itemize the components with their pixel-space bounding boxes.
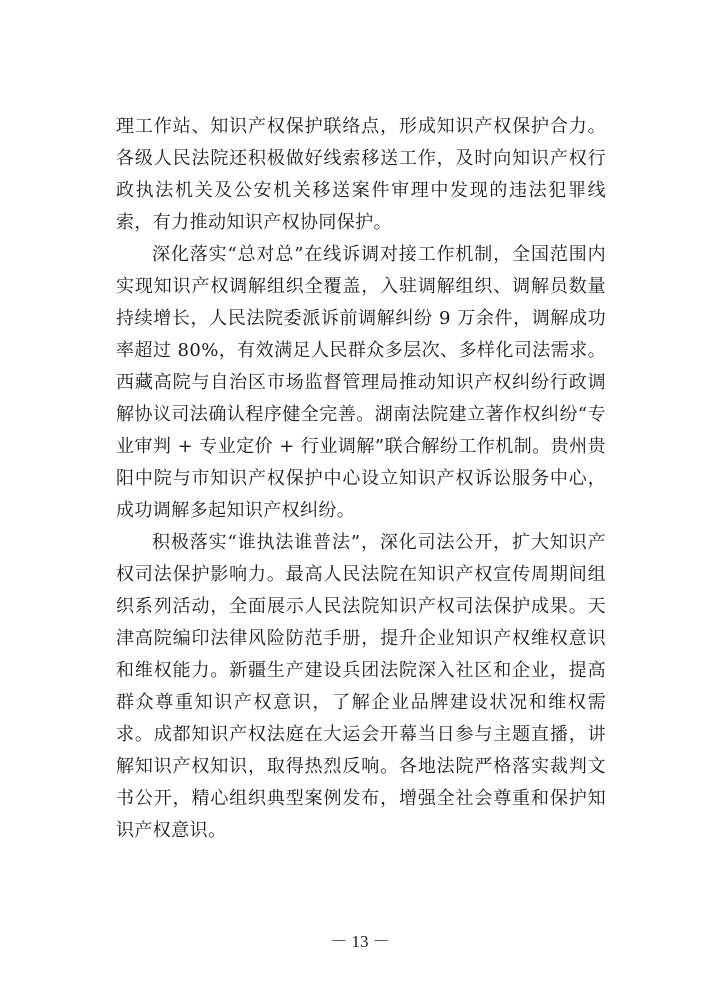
paragraph-1: 理工作站、知识产权保护联络点，形成知识产权保护合力。各级人民法院还积极做好线索移送工作，及时向知识产权行政执法机关及公安机关移送案件审理中发现的违法犯罪线索，有力推动知识产权协同保护。 — [116, 116, 606, 233]
paragraph-2: 深化落实“总对总”在线诉调对接工作机制，全国范围内实现知识产权调解组织全覆盖，入驻调解组织、调解员数量持续增长，人民法院委派诉前调解纠纷 9 万余件，调解成功率超过 80%，有效满足人民群众多层次、多样化司法需求。西藏高院与自治区市场监督管理局推动知识产权纠纷行政调解协议司法确认程序健全完善。湖南法院建立著作权纠纷“专业审判 + 专业定价 + 行业调解”联合解纷工作机制。贵州贵阳中院与市知识产权保护中心设立知识产权诉讼服务中心，成功调解多起知识产权纠纷。 — [116, 244, 606, 521]
paragraph-3: 积极落实“谁执法谁普法”，深化司法公开，扩大知识产权司法保护影响力。最高人民法院在知识产权宣传周期间组织系列活动，全面展示人民法院知识产权司法保护成果。天津高院编印法律风险防范手册，提升企业知识产权维权意识和维权能力。新疆生产建设兵团法院深入社区和企业，提高群众尊重知识产权意识，了解企业品牌建设状况和维权需求。成都知识产权法庭在大运会开幕当日参与主题直播，讲解知识产权知识，取得热烈反响。各地法院严格落实裁判文书公开，精心组织典型案例发布，增强全社会尊重和保护知识产权意识。 — [116, 532, 606, 841]
page-number: － 13 － — [330, 932, 390, 951]
body-text — [116, 111, 606, 847]
